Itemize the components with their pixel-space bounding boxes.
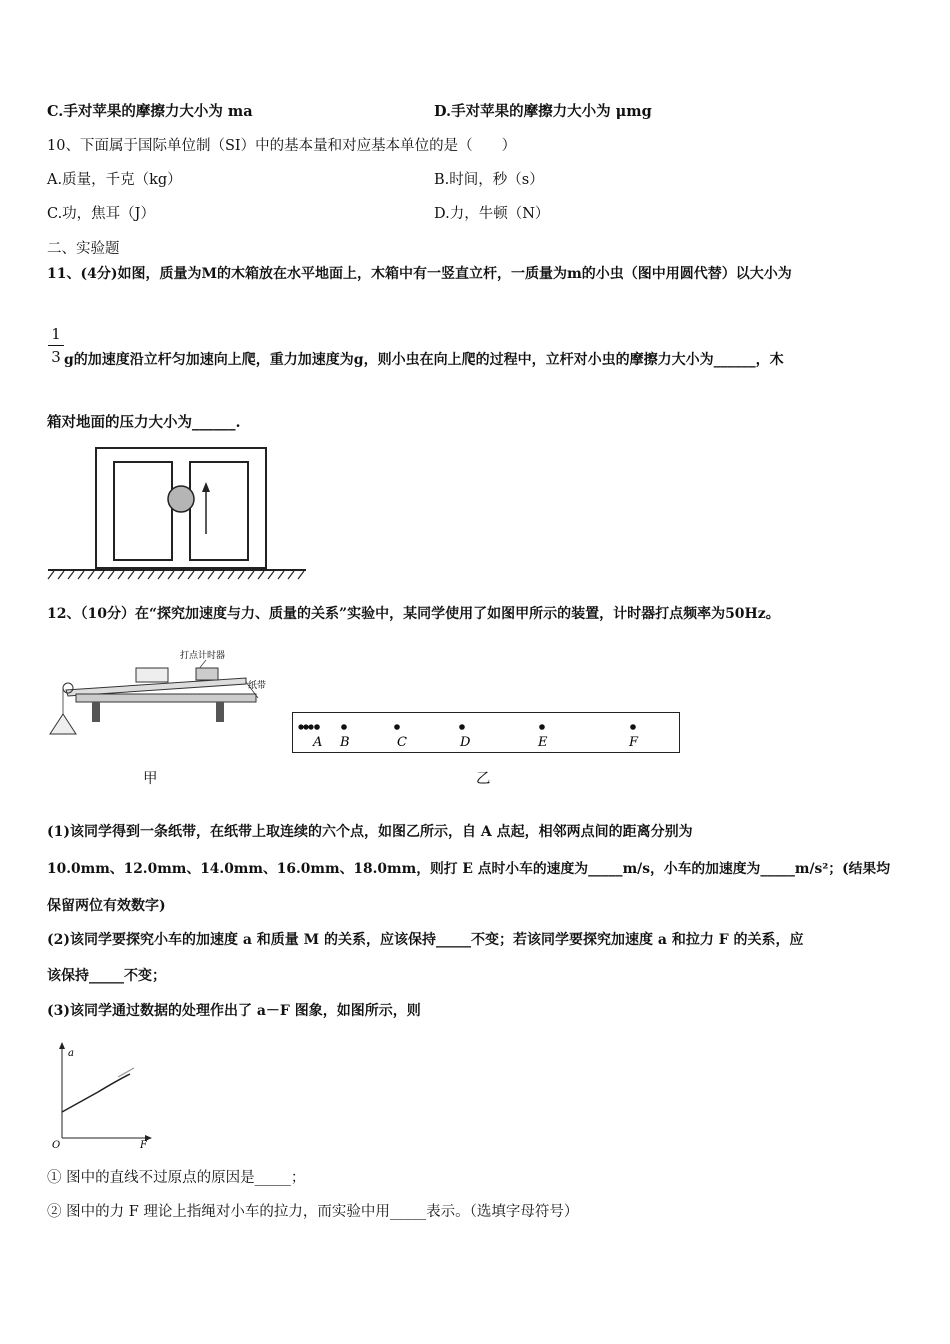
- tape-point-b: [341, 724, 347, 730]
- tape-label-e: E: [538, 735, 548, 750]
- q12-part1-line2: 10.0mm、12.0mm、14.0mm、16.0mm、18.0mm，则打 E 点时小车的速度为_____m/s，小车的加速度为_____m/s²；(结果均: [47, 861, 891, 877]
- table-top: [76, 694, 256, 702]
- tape-label-b: B: [340, 735, 350, 750]
- q12-stem: 12、（10分）在“探究加速度与力、质量的关系”实验中，某同学使用了如图甲所示的装置，计时器打点频率为50Hz。: [47, 606, 780, 622]
- graph-xlabel: F: [140, 1140, 147, 1150]
- q10-option-a: A.质量，千克（kg）: [47, 172, 182, 188]
- tape-point-a: [314, 724, 320, 730]
- q12-part3-line1: (3)该同学通过数据的处理作出了 a－F 图象，如图所示，则: [47, 1003, 421, 1019]
- ground-hatching: [48, 571, 304, 579]
- tape-outline: [293, 713, 680, 753]
- q12-part1-line3: 保留两位有效数字): [47, 898, 166, 914]
- q11-fraction-numerator: 1: [51, 325, 61, 343]
- paper-tape-figure: [292, 712, 682, 756]
- tape-label: 纸带: [248, 681, 267, 691]
- q11-fraction-denominator: 3: [51, 348, 61, 366]
- q10-option-d: D.力，牛顿（N）: [434, 206, 550, 222]
- timer-label: 打点计时器: [180, 651, 226, 661]
- q11-line1: 11、(4分)如图，质量为M的木箱放在水平地面上，木箱中有一竖直立杆，一质量为m的小虫（图中用圆代替）以大小为: [47, 266, 792, 282]
- tape-point-f: [630, 724, 636, 730]
- tape-point-d: [459, 724, 465, 730]
- tape-point-c: [394, 724, 400, 730]
- a-f-graph: [48, 1040, 158, 1150]
- bug-circle: [168, 486, 194, 512]
- q9-option-c: C.手对苹果的摩擦力大小为 ma: [47, 103, 253, 120]
- q12-part1-line1: (1)该同学得到一条纸带，在纸带上取连续的六个点，如图乙所示，自 A 点起，相邻两点间的距离分别为: [47, 824, 693, 840]
- figure-jia-caption: 甲: [143, 771, 158, 787]
- q12-sub1: ① 图中的直线不过原点的原因是_____；: [47, 1170, 306, 1186]
- q10-option-b: B.时间，秒（s）: [434, 172, 544, 188]
- timer-device: [196, 668, 218, 680]
- graph-curve: [62, 1074, 130, 1112]
- graph-origin: O: [52, 1140, 61, 1150]
- weight-hanger: [50, 714, 76, 734]
- tape-label-d: D: [460, 735, 471, 750]
- q11-line3: 箱对地面的压力大小为______.: [47, 414, 241, 431]
- tape-point-e: [539, 724, 545, 730]
- q11-fraction: [48, 325, 64, 366]
- apparatus-figure: [46, 642, 286, 752]
- table-leg-left: [92, 702, 100, 722]
- box-right-panel: [190, 462, 248, 560]
- q12-sub2: ② 图中的力 F 理论上指绳对小车的拉力，而实验中用_____表示。（选填字母符号）: [47, 1204, 579, 1220]
- q11-line2: g的加速度沿立杆匀加速向上爬，重力加速度为g，则小虫在向上爬的过程中，立杆对小虫的摩擦力大小为______，木: [64, 352, 784, 368]
- figure-yi-caption: 乙: [476, 771, 491, 787]
- q11-box-figure: [44, 444, 314, 584]
- tape-label-f: F: [629, 735, 639, 750]
- q10-option-c: C.功，焦耳（J）: [47, 206, 155, 222]
- q12-part2-line2: 该保持_____不变；: [47, 968, 166, 984]
- q12-part2-line1: (2)该同学要探究小车的加速度 a 和质量 M 的关系，应该保持_____不变；若该同学要探究加速度 a 和拉力 F 的关系，应: [47, 932, 804, 948]
- graph-ylabel: a: [68, 1048, 74, 1059]
- box-left-panel: [114, 462, 172, 560]
- q9-option-d: D.手对苹果的摩擦力大小为 μmg: [434, 103, 652, 120]
- tape-label-a: A: [313, 735, 323, 750]
- cart: [136, 668, 168, 682]
- q10-stem: 10、下面属于国际单位制（SI）中的基本量和对应基本单位的是（ ）: [47, 138, 517, 154]
- tape-label-c: C: [397, 735, 407, 750]
- section-title: 二、实验题: [47, 241, 120, 257]
- table-leg-right: [216, 702, 224, 722]
- arrow-head-icon: [202, 482, 210, 492]
